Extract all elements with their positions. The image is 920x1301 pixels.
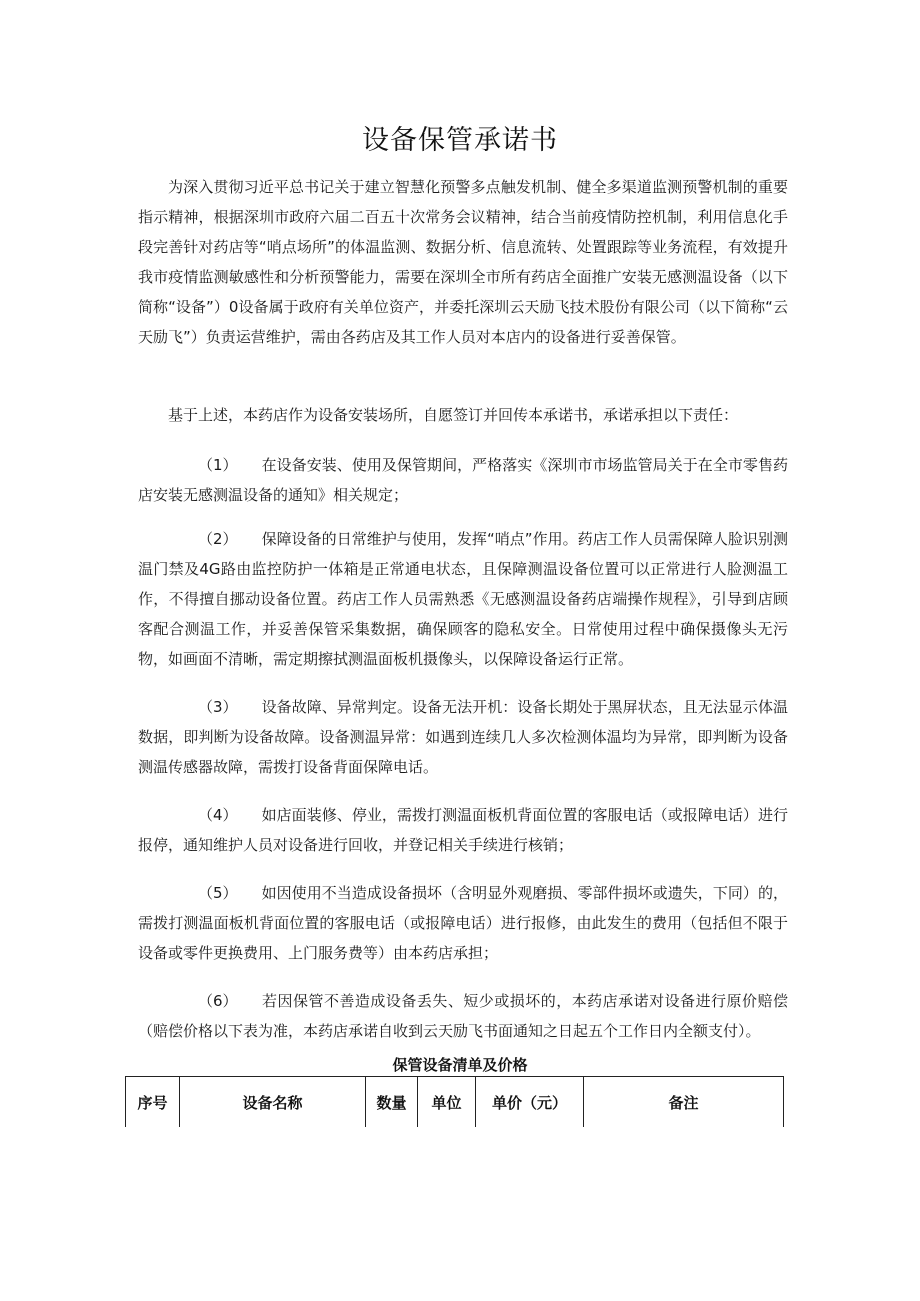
item-text: 保障设备的日常维护与使用，发挥“哨点”作用。药店工作人员需保障人脸识别测温门禁及4G路由监控防护一体箱是正常通电状态，且保障测温设备位置可以正常进行人脸测温工作，不得擅自挪动设备位置。药店工作人员需熟悉《无感测温设备药店端操作规程》，引导到店顾客配合测温工作，并妥善保管采集数据，确保顾客的隐私安全。日常使用过程中确保摄像头无污物，如画面不清晰，需定期擦拭测温面板机摄像头，以保障设备运行正常。: [138, 530, 788, 668]
item-text: 若因保管不善造成设备丢失、短少或损坏的，本药店承诺对设备进行原价赔偿（赔偿价格以下表为准，本药店承诺自收到云天励飞书面通知之日起五个工作日内全额支付）。: [138, 992, 788, 1040]
list-item: [138, 524, 788, 674]
table-title: 保管设备清单及价格: [392, 1056, 528, 1074]
commitment-text: 基于上述，本药店作为设备安装场所，自愿签订并回传本承诺书，承诺承担以下责任：: [168, 406, 739, 424]
header-unit: 单位: [418, 1077, 476, 1128]
item-number: （4）: [198, 806, 238, 824]
item-text: 如店面装修、停业，需拨打测温面板机背面位置的客服电话（或报障电话）进行报停，通知维护人员对设备进行回收，并登记相关手续进行核销；: [138, 806, 788, 854]
document-title: 设备保管承诺书: [362, 125, 558, 156]
item-text: 如因使用不当造成设备损坏（含明显外观磨损、零部件损坏或遗失，下同）的，需拨打测温面板机背面位置的客服电话（或报障电话）进行报修，由此发生的费用（包括但不限于设备或零件更换费用、上门服务费等）由本药店承担；: [138, 884, 788, 962]
header-index: 序号: [126, 1077, 180, 1128]
intro-text: 为深入贯彻习近平总书记关于建立智慧化预警多点触发机制、健全多渠道监测预警机制的重要指示精神，根据深圳市政府六届二百五十次常务会议精神，结合当前疫情防控机制，利用信息化手段完善针对药店等“哨点场所”的体温监测、数据分析、信息流转、处置跟踪等业务流程，有效提升我市疫情监测敏感性和分析预警能力，需要在深圳全市所有药店全面推广安装无感测温设备（以下简称“设备”）0设备属于政府有关单位资产，并委托深圳云天励飞技术股份有限公司（以下简称“云天励飞”）负责运营维护，需由各药店及其工作人员对本店内的设备进行妥善保管。: [138, 178, 788, 346]
item-text: 设备故障、异常判定。设备无法开机：设备长期处于黑屏状态，且无法显示体温数据，即判断为设备故障。设备测温异常：如遇到连续几人多次检测体温均为异常，即判断为设备测温传感器故障，需拨打设备背面保障电话。: [138, 698, 788, 776]
device-table: [125, 1076, 784, 1127]
list-item: [138, 986, 788, 1046]
header-unit-price: 单价（元）: [476, 1077, 584, 1128]
list-item: [138, 692, 788, 782]
table-header-row: [126, 1077, 784, 1128]
item-number: （3）: [198, 698, 238, 716]
item-number: （5）: [198, 884, 238, 902]
item-number: （1）: [198, 456, 238, 474]
commitment-paragraph: [138, 400, 788, 430]
header-device-name: 设备名称: [180, 1077, 366, 1128]
list-item: [138, 800, 788, 860]
header-remarks: 备注: [584, 1077, 784, 1128]
item-number: （2）: [198, 530, 238, 548]
item-text: 在设备安装、使用及保管期间，严格落实《深圳市市场监管局关于在全市零售药店安装无感测温设备的通知》相关规定；: [138, 456, 788, 504]
intro-paragraph: [138, 172, 788, 352]
list-item: [138, 878, 788, 968]
item-number: （6）: [198, 992, 238, 1010]
header-quantity: 数量: [366, 1077, 418, 1128]
list-item: [138, 450, 788, 510]
